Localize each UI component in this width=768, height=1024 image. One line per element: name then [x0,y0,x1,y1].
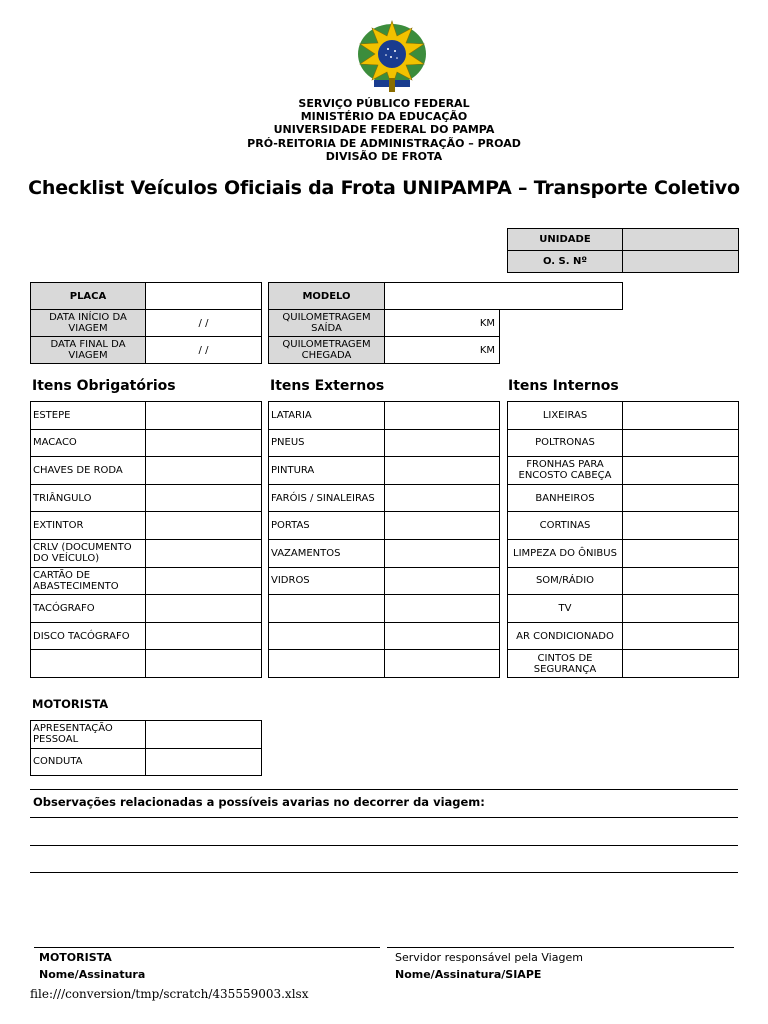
os-label: O. S. Nº [508,251,623,273]
item-check[interactable] [385,595,500,623]
item-check[interactable] [623,402,739,430]
placa-table [30,282,262,364]
km-saida-label: QUILOMETRAGEM SAÍDA [269,310,385,337]
file-path-footer: file:///conversion/tmp/scratch/435559003.xlsx [30,987,309,1001]
item-check[interactable] [623,539,739,567]
item-check[interactable] [385,512,500,540]
item-label: CRLV (DOCUMENTO DO VEÍCULO) [31,539,146,567]
signature-role-motorista: MOTORISTA [39,951,112,964]
observation-line[interactable] [30,872,738,873]
item-check[interactable] [146,567,262,595]
item-label: MACACO [31,429,146,457]
internos-table [507,401,739,678]
item-label: LATARIA [269,402,385,430]
item-check[interactable] [146,429,262,457]
observation-line[interactable] [30,817,738,818]
item-label [269,650,385,678]
item-label: CORTINAS [508,512,623,540]
motorista-title: MOTORISTA [32,697,109,711]
km-chegada-label: QUILOMETRAGEM CHEGADA [269,337,385,364]
item-check[interactable] [385,457,500,485]
item-check[interactable] [623,567,739,595]
item-label: LIMPEZA DO ÔNIBUS [508,539,623,567]
header-line: MINISTÉRIO DA EDUCAÇÃO [300,110,468,124]
item-check[interactable] [146,484,262,512]
item-label: BANHEIROS [508,484,623,512]
header-line: PRÓ-REITORIA DE ADMINISTRAÇÃO – PROAD [247,136,521,150]
coat-of-arms-seal [352,18,432,96]
item-label: LIXEIRAS [508,402,623,430]
modelo-table [268,282,623,310]
item-label: CONDUTA [31,748,146,776]
data-final-field[interactable]: / / [146,337,262,364]
signature-line-servidor[interactable] [387,947,734,948]
item-check[interactable] [385,429,500,457]
item-check[interactable] [623,484,739,512]
page-title: Checklist Veículos Oficiais da Frota UNIPAMPA – Transporte Coletivo [28,177,740,199]
item-label: TACÓGRAFO [31,595,146,623]
section-title-internos: Itens Internos [508,378,619,394]
item-check[interactable] [146,622,262,650]
os-field[interactable] [623,251,739,273]
placa-field[interactable] [146,283,262,310]
item-label: CINTOS DE SEGURANÇA [508,650,623,678]
item-label: PORTAS [269,512,385,540]
item-check[interactable] [146,650,262,678]
item-check[interactable] [623,512,739,540]
unidade-label: UNIDADE [508,229,623,251]
data-inicio-label: DATA INÍCIO DA VIAGEM [31,310,146,337]
placa-label: PLACA [31,283,146,310]
item-label: TRIÂNGULO [31,484,146,512]
item-check[interactable] [146,721,262,749]
signature-line-motorista[interactable] [34,947,380,948]
header-line: DIVISÃO DE FROTA [325,149,443,163]
item-label: TV [508,595,623,623]
item-label: DISCO TACÓGRAFO [31,622,146,650]
item-check[interactable] [385,539,500,567]
item-check[interactable] [146,748,262,776]
item-label: APRESENTAÇÃO PESSOAL [31,721,146,749]
item-check[interactable] [385,567,500,595]
item-check[interactable] [623,457,739,485]
observations-label: Observações relacionadas a possíveis avarias no decorrer da viagem: [33,795,485,809]
section-title-externos: Itens Externos [270,378,385,394]
item-label: FRONHAS PARA ENCOSTO CABEÇA [508,457,623,485]
section-title-obrigatorios: Itens Obrigatórios [32,378,176,394]
km-saida-field[interactable]: KM [385,310,500,337]
observation-line [30,789,738,790]
item-check[interactable] [146,457,262,485]
item-label: ESTEPE [31,402,146,430]
item-label: EXTINTOR [31,512,146,540]
modelo-label: MODELO [269,283,385,310]
item-label: PINTURA [269,457,385,485]
item-label: VIDROS [269,567,385,595]
unidade-field[interactable] [623,229,739,251]
item-check[interactable] [146,595,262,623]
item-check[interactable] [623,429,739,457]
header-line: SERVIÇO PÚBLICO FEDERAL [298,97,470,110]
item-label: SOM/RÁDIO [508,567,623,595]
item-label: AR CONDICIONADO [508,622,623,650]
signature-sub-motorista: Nome/Assinatura [39,968,146,981]
data-inicio-field[interactable]: / / [146,310,262,337]
modelo-field[interactable] [385,283,623,310]
externos-table [268,401,500,678]
obrigatorios-table [30,401,262,678]
item-check[interactable] [623,650,739,678]
item-label: VAZAMENTOS [269,539,385,567]
data-final-label: DATA FINAL DA VIAGEM [31,337,146,364]
signature-sub-servidor: Nome/Assinatura/SIAPE [395,968,542,981]
item-check[interactable] [385,484,500,512]
item-check[interactable] [385,622,500,650]
km-table [268,309,500,364]
item-check[interactable] [385,650,500,678]
item-check[interactable] [146,539,262,567]
item-label [269,622,385,650]
item-label [31,650,146,678]
item-label: FARÓIS / SINALEIRAS [269,484,385,512]
km-chegada-field[interactable]: KM [385,337,500,364]
unit-table [507,228,739,273]
item-check[interactable] [146,402,262,430]
observation-line[interactable] [30,845,738,846]
item-label: PNEUS [269,429,385,457]
item-label [269,595,385,623]
item-check[interactable] [623,622,739,650]
item-check[interactable] [146,512,262,540]
item-label: CARTÃO DE ABASTECIMENTO [31,567,146,595]
signature-role-servidor: Servidor responsável pela Viagem [395,951,583,964]
item-check[interactable] [623,595,739,623]
motorista-table [30,720,262,776]
item-label: POLTRONAS [508,429,623,457]
header-line: UNIVERSIDADE FEDERAL DO PAMPA [273,123,495,137]
item-label: CHAVES DE RODA [31,457,146,485]
item-check[interactable] [385,402,500,430]
institution-header [0,97,768,163]
